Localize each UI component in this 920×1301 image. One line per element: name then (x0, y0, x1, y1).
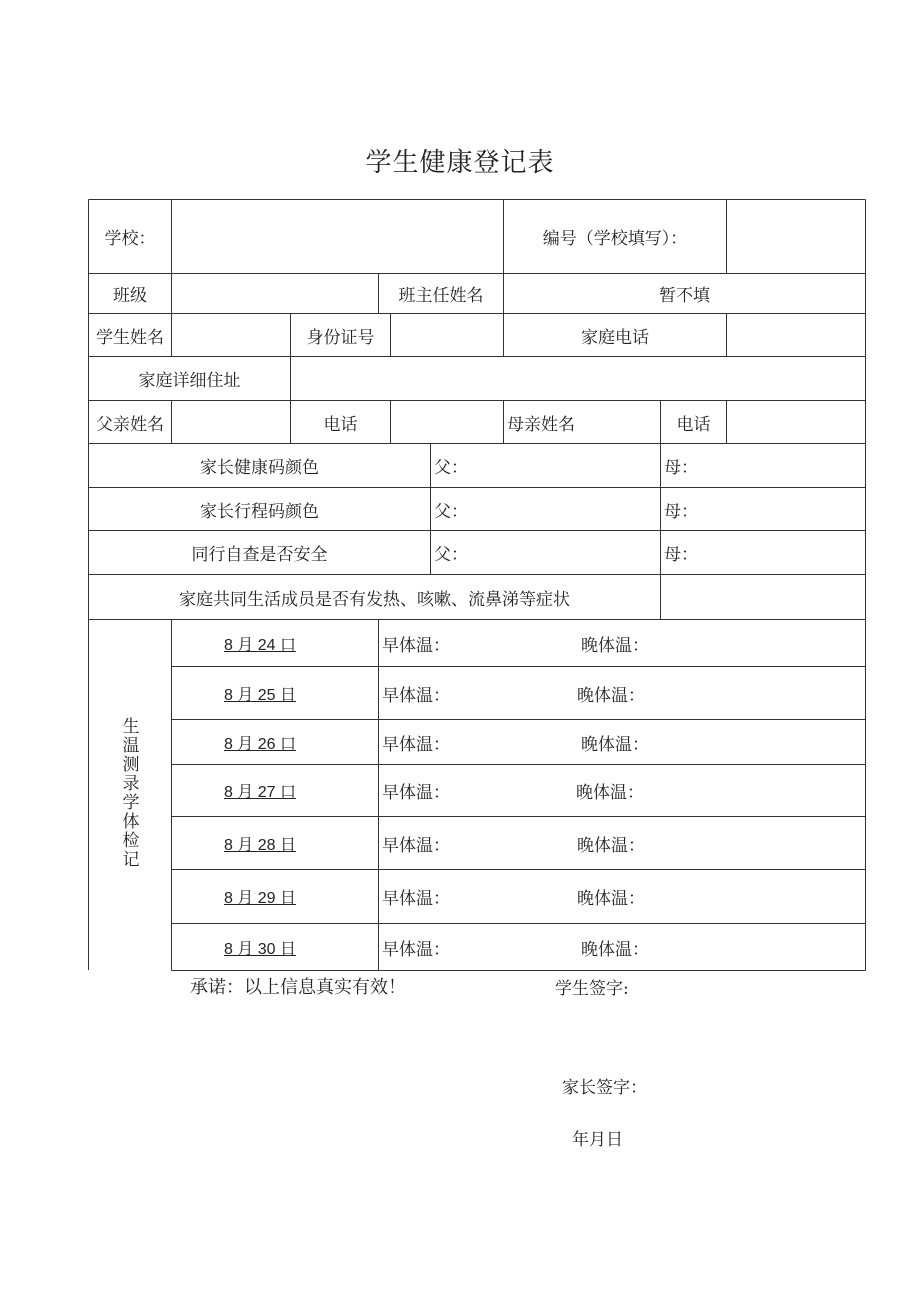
morning-temp-field[interactable]: 早体温： (382, 835, 450, 856)
temp-date: 8 月 30 日 (223, 940, 297, 958)
address-field[interactable] (291, 357, 865, 400)
temp-date: 8 月 27 口 (223, 784, 297, 801)
health-code-label: 家长健康码颜色 (200, 458, 319, 478)
id-label: 身份证号 (306, 327, 375, 348)
home-phone-label: 家庭电话 (581, 327, 649, 348)
mother-phone-label: 电话 (676, 414, 711, 435)
student-name-field[interactable] (172, 314, 290, 356)
home-phone-field[interactable] (727, 314, 865, 356)
student-name-label: 学生姓名 (96, 327, 164, 348)
father-name-label: 父亲姓名 (96, 414, 164, 435)
evening-temp-field[interactable]: 晚体温： (577, 889, 645, 909)
travel-code-label: 家长行程码颜色 (200, 501, 319, 522)
student-signature-label: 学生签字: (555, 979, 629, 999)
temp-date: 8 月 28 日 (223, 836, 297, 854)
father-name-field[interactable] (172, 401, 290, 443)
temp-date: 8 月 25 日 (223, 686, 297, 704)
morning-temp-field[interactable]: 早体温： (382, 734, 450, 755)
mother-name-label: 母亲姓名 (507, 414, 575, 435)
morning-temp-field[interactable]: 早体温： (382, 685, 450, 706)
companion-mother-field[interactable]: 母： (664, 545, 698, 565)
serial-field[interactable] (727, 200, 865, 273)
morning-temp-field[interactable]: 早体温： (382, 939, 450, 960)
promise-statement: 承诺：以上信息真实有效！ (190, 977, 406, 998)
companion-check-label: 同行自查是否安全 (191, 545, 328, 565)
head-teacher-label: 班主任姓名 (398, 286, 484, 306)
evening-temp-field[interactable]: 晚体温： (577, 685, 645, 706)
temperature-section-label: 生温测录学体检记 (122, 717, 140, 870)
travel-code-father-field[interactable]: 父： (434, 501, 468, 522)
class-label: 班级 (113, 286, 147, 306)
class-field[interactable] (172, 274, 378, 313)
temp-date: 8 月 24 口 (223, 636, 297, 654)
serial-label: 编号（学校填写）： (542, 229, 688, 249)
evening-temp-field[interactable]: 晚体温： (576, 783, 644, 803)
page-title: 学生健康登记表 (365, 148, 555, 178)
companion-father-field[interactable]: 父： (434, 545, 468, 565)
morning-temp-field[interactable]: 早体温： (382, 889, 450, 909)
travel-code-mother-field[interactable]: 母： (664, 501, 698, 522)
parent-signature-label: 家长签字： (562, 1078, 647, 1098)
date-line: 年月日 (572, 1130, 623, 1150)
id-field[interactable] (391, 314, 503, 356)
temp-date: 8 月 26 口 (223, 735, 297, 753)
school-label: 学校： (104, 229, 156, 249)
symptoms-label: 家庭共同生活成员是否有发热、咳嗽、流鼻涕等症状 (179, 589, 570, 610)
morning-temp-field[interactable]: 早体温： (382, 783, 450, 803)
mother-phone-field[interactable] (727, 401, 865, 443)
head-teacher-value[interactable]: 暂不填 (659, 286, 710, 306)
address-label: 家庭详细住址 (138, 371, 241, 391)
health-code-father-field[interactable]: 父： (434, 458, 468, 478)
symptoms-field[interactable] (661, 575, 865, 619)
father-phone-label: 电话 (323, 414, 358, 435)
evening-temp-field[interactable]: 晚体温： (581, 939, 649, 960)
evening-temp-field[interactable]: 晚体温： (577, 835, 645, 856)
evening-temp-field[interactable]: 晚体温： (581, 734, 649, 755)
health-code-mother-field[interactable]: 母： (664, 458, 698, 478)
evening-temp-field[interactable]: 晚体温： (581, 635, 649, 656)
school-field[interactable] (172, 200, 503, 273)
morning-temp-field[interactable]: 早体温： (382, 635, 450, 656)
temp-date: 8 月 29 日 (223, 890, 297, 907)
father-phone-field[interactable] (391, 401, 503, 443)
